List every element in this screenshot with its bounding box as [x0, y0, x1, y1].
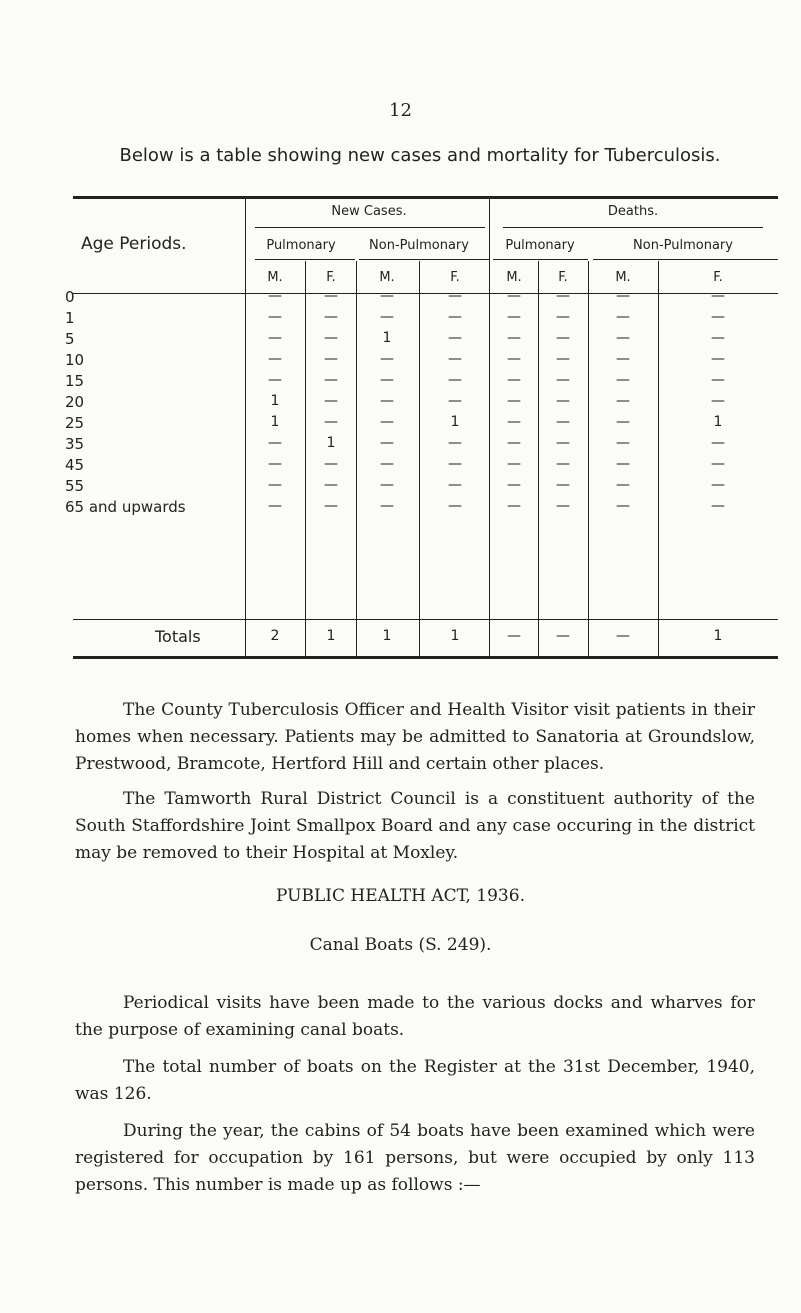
table-cell: —	[556, 351, 570, 367]
totals-label: Totals	[155, 627, 201, 646]
table-cell: —	[324, 372, 338, 388]
col-divider-8	[658, 261, 659, 656]
table-cell: —	[556, 330, 570, 346]
table-cell: —	[324, 498, 338, 514]
table-cell: —	[616, 351, 630, 367]
col-divider-1	[245, 199, 246, 656]
deaths-non-pulmonary-header: Non-Pulmonary	[633, 238, 733, 253]
table-cell: —	[616, 414, 630, 430]
table-cell: —	[616, 372, 630, 388]
table-cell: —	[507, 414, 521, 430]
age-label: 5	[65, 330, 75, 348]
age-label: 45	[65, 456, 85, 474]
paragraph-text: Periodical visits have been made to the various docks and wharves for the purpose of examining canal boats.	[75, 993, 755, 1040]
table-cell: —	[507, 309, 521, 325]
page-number: 12	[389, 100, 412, 121]
table-cell: —	[448, 393, 462, 409]
table-cell: —	[616, 309, 630, 325]
table-cell: —	[380, 288, 394, 304]
table-cell: —	[556, 288, 570, 304]
col-divider-7	[588, 261, 589, 656]
table-cell: —	[616, 435, 630, 451]
table-cell: —	[556, 393, 570, 409]
table-cell: —	[268, 351, 282, 367]
table-cell: —	[380, 477, 394, 493]
col-divider-5	[489, 199, 490, 656]
paragraph-text: The total number of boats on the Register at the 31st December, 1940, was 126.	[75, 1057, 755, 1104]
register-paragraph	[75, 1054, 755, 1108]
table-cell: —	[380, 498, 394, 514]
sex-header: F.	[450, 270, 460, 285]
table-cell: —	[268, 330, 282, 346]
age-label: 20	[65, 393, 85, 411]
paragraph-text: The County Tuberculosis Officer and Health Visitor visit patients in their homes when necessary. Patients may be admitted to Sanatoria at Groundslow, Prestwood, Bramcote, Hertford Hill and certain other places.	[75, 700, 755, 774]
table-cell: —	[616, 393, 630, 409]
sub-rule-4	[593, 259, 778, 260]
age-label: 10	[65, 351, 85, 369]
table-cell: —	[448, 372, 462, 388]
table-bottom-rule	[73, 656, 778, 659]
table-cell: —	[556, 456, 570, 472]
new-pulmonary-header: Pulmonary	[266, 238, 336, 253]
table-cell: —	[507, 330, 521, 346]
table-cell: —	[324, 351, 338, 367]
table-cell: —	[556, 414, 570, 430]
table-cell: 1	[326, 435, 336, 451]
table-cell: —	[616, 498, 630, 514]
age-label: 55	[65, 477, 85, 495]
table-cell: —	[380, 372, 394, 388]
sub-rule-1	[255, 259, 355, 260]
table-cell: —	[448, 498, 462, 514]
table-cell: —	[324, 414, 338, 430]
table-cell: —	[556, 435, 570, 451]
totals-cell: —	[616, 628, 630, 644]
sex-header: M.	[506, 270, 522, 285]
totals-cell: 2	[270, 628, 280, 644]
table-top-rule	[73, 196, 778, 199]
new-cases-header: New Cases.	[331, 204, 407, 219]
table-cell: —	[616, 456, 630, 472]
sub-rule-2	[359, 259, 489, 260]
table-cell: —	[556, 498, 570, 514]
table-cell: —	[711, 435, 725, 451]
sex-header: M.	[267, 270, 283, 285]
table-cell: —	[268, 288, 282, 304]
totals-cell: 1	[326, 628, 336, 644]
table-cell: —	[448, 330, 462, 346]
section-subheading: Canal Boats (S. 249).	[309, 935, 492, 955]
sex-header: F.	[558, 270, 568, 285]
table-cell: —	[268, 309, 282, 325]
table-cell: —	[380, 435, 394, 451]
totals-cell: 1	[450, 628, 460, 644]
table-cell: —	[324, 393, 338, 409]
table-cell: —	[507, 351, 521, 367]
totals-cell: 1	[382, 628, 392, 644]
table-cell: —	[711, 288, 725, 304]
group-rule-new	[255, 227, 485, 228]
section-heading: PUBLIC HEALTH ACT, 1936.	[276, 886, 525, 906]
totals-cell: 1	[713, 628, 723, 644]
sex-header: F.	[326, 270, 336, 285]
sub-rule-3	[493, 259, 588, 260]
table-cell: —	[711, 330, 725, 346]
table-cell: —	[507, 477, 521, 493]
table-cell: —	[324, 456, 338, 472]
col-divider-4	[419, 261, 420, 656]
table-cell: —	[448, 288, 462, 304]
tuberculosis-table	[65, 196, 778, 660]
periodical-visits-paragraph	[75, 990, 755, 1044]
table-cell: —	[507, 435, 521, 451]
table-cell: —	[616, 288, 630, 304]
smallpox-board-paragraph	[75, 786, 755, 867]
table-cell: —	[380, 351, 394, 367]
table-cell: —	[711, 393, 725, 409]
table-cell: 1	[382, 330, 392, 346]
deaths-pulmonary-header: Pulmonary	[505, 238, 575, 253]
age-label: 0	[65, 288, 75, 306]
age-label: 65 and upwards	[65, 498, 186, 516]
table-cell: —	[268, 498, 282, 514]
table-cell: —	[507, 288, 521, 304]
table-cell: —	[556, 372, 570, 388]
sex-header: M.	[379, 270, 395, 285]
table-cell: —	[380, 309, 394, 325]
age-label: 25	[65, 414, 85, 432]
deaths-header: Deaths.	[607, 204, 659, 219]
table-cell: —	[448, 309, 462, 325]
table-cell: —	[711, 498, 725, 514]
group-rule-deaths	[503, 227, 763, 228]
table-cell: —	[324, 288, 338, 304]
table-cell: —	[507, 372, 521, 388]
table-cell: —	[711, 309, 725, 325]
tuberculosis-officer-paragraph	[75, 697, 755, 778]
table-cell: 1	[450, 414, 460, 430]
table-cell: 1	[270, 414, 280, 430]
totals-cell: —	[507, 628, 521, 644]
table-cell: —	[507, 456, 521, 472]
table-cell: 1	[713, 414, 723, 430]
header-rule	[73, 293, 778, 294]
table-cell: —	[268, 372, 282, 388]
paragraph-text: The Tamworth Rural District Council is a constituent authority of the South Staffordshire Joint Smallpox Board and any case occuring in the district may be removed to their Hospital at Moxley.	[75, 789, 755, 863]
table-cell: —	[448, 477, 462, 493]
table-cell: —	[556, 309, 570, 325]
table-cell: —	[616, 330, 630, 346]
table-cell: —	[380, 456, 394, 472]
paragraph-text: During the year, the cabins of 54 boats have been examined which were registered for occupation by 161 persons, but were occupied by only 113 persons. This number is made up as follows :—	[75, 1121, 755, 1195]
age-label: 15	[65, 372, 85, 390]
table-cell: —	[324, 477, 338, 493]
table-intro: Below is a table showing new cases and mortality for Tuberculosis.	[119, 145, 721, 166]
sex-header: F.	[713, 270, 723, 285]
table-cell: —	[324, 330, 338, 346]
table-cell: —	[324, 309, 338, 325]
table-cell: —	[448, 435, 462, 451]
table-cell: —	[268, 456, 282, 472]
sex-header: M.	[615, 270, 631, 285]
table-cell: —	[448, 351, 462, 367]
table-cell: —	[268, 477, 282, 493]
table-cell: —	[380, 414, 394, 430]
table-cell: 1	[270, 393, 280, 409]
table-cell: —	[507, 498, 521, 514]
table-cell: —	[448, 456, 462, 472]
table-cell: —	[616, 477, 630, 493]
table-cell: —	[711, 372, 725, 388]
age-label: 1	[65, 309, 75, 327]
table-cell: —	[711, 477, 725, 493]
table-cell: —	[507, 393, 521, 409]
table-cell: —	[556, 477, 570, 493]
totals-cell: —	[556, 628, 570, 644]
age-periods-header: Age Periods.	[81, 234, 187, 254]
cabins-paragraph	[75, 1118, 755, 1199]
col-divider-3	[356, 261, 357, 656]
new-non-pulmonary-header: Non-Pulmonary	[369, 238, 469, 253]
age-label: 35	[65, 435, 85, 453]
totals-rule	[73, 619, 778, 620]
col-divider-6	[538, 261, 539, 656]
table-cell: —	[711, 456, 725, 472]
table-cell: —	[380, 393, 394, 409]
col-divider-2	[305, 261, 306, 656]
table-cell: —	[268, 435, 282, 451]
table-cell: —	[711, 351, 725, 367]
